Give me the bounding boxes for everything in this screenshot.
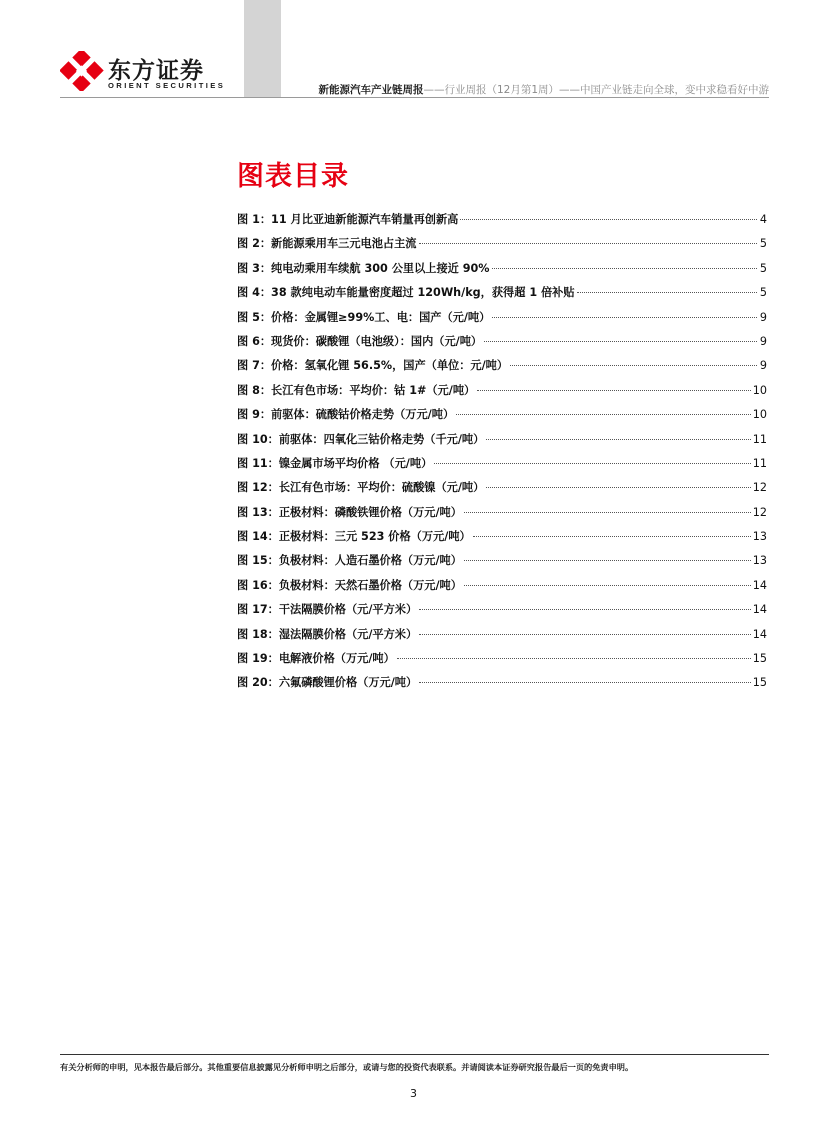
toc-entry-page: 13 [752,554,767,568]
toc-dot-leader [484,341,757,342]
toc-entry-page: 11 [752,456,767,470]
toc-entry-label: 图 18：湿法隔膜价格（元/平方米） [237,627,418,641]
orient-securities-logo-icon [60,51,104,91]
toc-entry-label: 图 11：镍金属市场平均价格 （元/吨） [237,456,433,470]
toc-entry-label: 图 9：前驱体：硫酸钴价格走势（万元/吨） [237,408,455,422]
toc-entry[interactable] [237,431,767,455]
toc-entry-page: 14 [752,603,767,617]
toc-entry-page: 9 [759,359,767,373]
toc-entry-page: 12 [752,481,767,495]
toc-dot-leader [577,292,757,293]
toc-dot-leader [464,512,751,513]
toc-entry-label: 图 17：干法隔膜价格（元/平方米） [237,603,418,617]
toc-entry-label: 图 1：11 月比亚迪新能源汽车销量再创新高 [237,213,459,226]
toc-entry-label: 图 12：长江有色市场：平均价：硫酸镍（元/吨） [237,481,485,495]
toc-entry[interactable] [237,626,767,650]
toc-entry-label: 图 8：长江有色市场：平均价：钴 1#（元/吨） [237,383,476,397]
toc-entry-label: 图 10：前驱体：四氧化三钴价格走势（千元/吨） [237,432,485,446]
footer-divider [60,1054,769,1055]
toc-entry[interactable] [237,504,767,528]
toc-dot-leader [492,268,758,269]
toc-entry-label: 图 6：现货价：碳酸锂（电池级）：国内（元/吨） [237,334,483,348]
toc-entry[interactable] [237,577,767,601]
company-logo [60,51,230,93]
toc-entry[interactable] [237,333,767,357]
toc-entry-page: 9 [759,310,767,324]
toc-entry-page: 14 [752,627,767,641]
toc-dot-leader [486,439,750,440]
toc-entry-page: 15 [752,652,767,666]
toc-entry[interactable] [237,382,767,406]
toc-entry-page: 10 [752,408,767,422]
toc-heading: 图表目录 [237,161,349,192]
report-name: 新能源汽车产业链周报 [318,84,424,96]
toc-entry[interactable] [237,211,767,235]
toc-entry[interactable] [237,528,767,552]
toc-list [237,211,767,699]
toc-entry-page: 10 [752,383,767,397]
toc-entry-page: 11 [752,432,767,446]
toc-entry[interactable] [237,284,767,308]
toc-entry-page: 13 [752,530,767,544]
toc-entry-label: 图 13：正极材料：磷酸铁锂价格（万元/吨） [237,505,462,519]
report-header [279,82,769,98]
page-number: 3 [410,1087,417,1100]
toc-entry[interactable] [237,260,767,284]
toc-entry[interactable] [237,235,767,259]
toc-dot-leader [486,487,750,488]
toc-entry[interactable] [237,406,767,430]
logo-name-cn: 东方证券 [108,58,204,84]
toc-entry-label: 图 7：价格：氢氧化锂 56.5%，国产（单位：元/吨） [237,359,509,373]
toc-entry-page: 14 [752,578,767,592]
toc-entry-page: 5 [759,237,767,251]
toc-dot-leader [456,414,751,415]
footer-disclaimer: 有关分析师的申明，见本报告最后部分。其他重要信息披露见分析师申明之后部分，或请与您的投资代表联系。并请阅读本证券研究报告最后一页的免责申明。 [60,1062,634,1072]
toc-entry[interactable] [237,674,767,698]
toc-dot-leader [434,463,750,464]
toc-entry-label: 图 3：纯电动乘用车续航 300 公里以上接近 90% [237,261,490,275]
toc-entry-page: 5 [759,286,767,300]
toc-entry[interactable] [237,650,767,674]
toc-dot-leader [397,658,751,659]
toc-dot-leader [477,390,751,391]
toc-entry-page: 9 [759,334,767,348]
toc-entry-label: 图 14：正极材料：三元 523 价格（万元/吨） [237,530,471,544]
header-divider [60,97,769,98]
header-gray-tab [244,0,281,98]
toc-entry-label: 图 2：新能源乘用车三元电池占主流 [237,237,417,251]
toc-entry-page: 4 [759,213,767,226]
toc-dot-leader [419,243,758,244]
toc-entry-label: 图 5：价格：金属锂≥99%工、电：国产（元/吨） [237,310,491,324]
toc-entry[interactable] [237,601,767,625]
toc-dot-leader [419,634,751,635]
toc-entry-label: 图 4：38 款纯电动车能量密度超过 120Wh/kg，获得超 1 倍补贴 [237,286,575,300]
toc-entry-label: 图 16：负极材料：天然石墨价格（万元/吨） [237,578,462,592]
toc-dot-leader [464,585,751,586]
toc-entry[interactable] [237,309,767,333]
toc-dot-leader [419,682,751,683]
report-subtitle: ——行业周报（12月第1周）——中国产业链走向全球，变中求稳看好中游 [423,84,769,96]
toc-entry-label: 图 15：负极材料：人造石墨价格（万元/吨） [237,554,462,568]
toc-entry[interactable] [237,455,767,479]
toc-entry-page: 5 [759,261,767,275]
toc-dot-leader [473,536,751,537]
toc-entry[interactable] [237,479,767,503]
logo-name-en: ORIENT SECURITIES [108,81,226,90]
toc-dot-leader [460,219,757,220]
toc-entry-page: 12 [752,505,767,519]
toc-entry-label: 图 19：电解液价格（万元/吨） [237,652,395,666]
toc-dot-leader [492,317,757,318]
toc-entry-label: 图 20：六氟磷酸锂价格（万元/吨） [237,676,418,690]
toc-dot-leader [510,365,757,366]
toc-entry[interactable] [237,552,767,576]
toc-entry[interactable] [237,357,767,381]
toc-entry-page: 15 [752,676,767,690]
toc-dot-leader [419,609,751,610]
toc-dot-leader [464,560,751,561]
